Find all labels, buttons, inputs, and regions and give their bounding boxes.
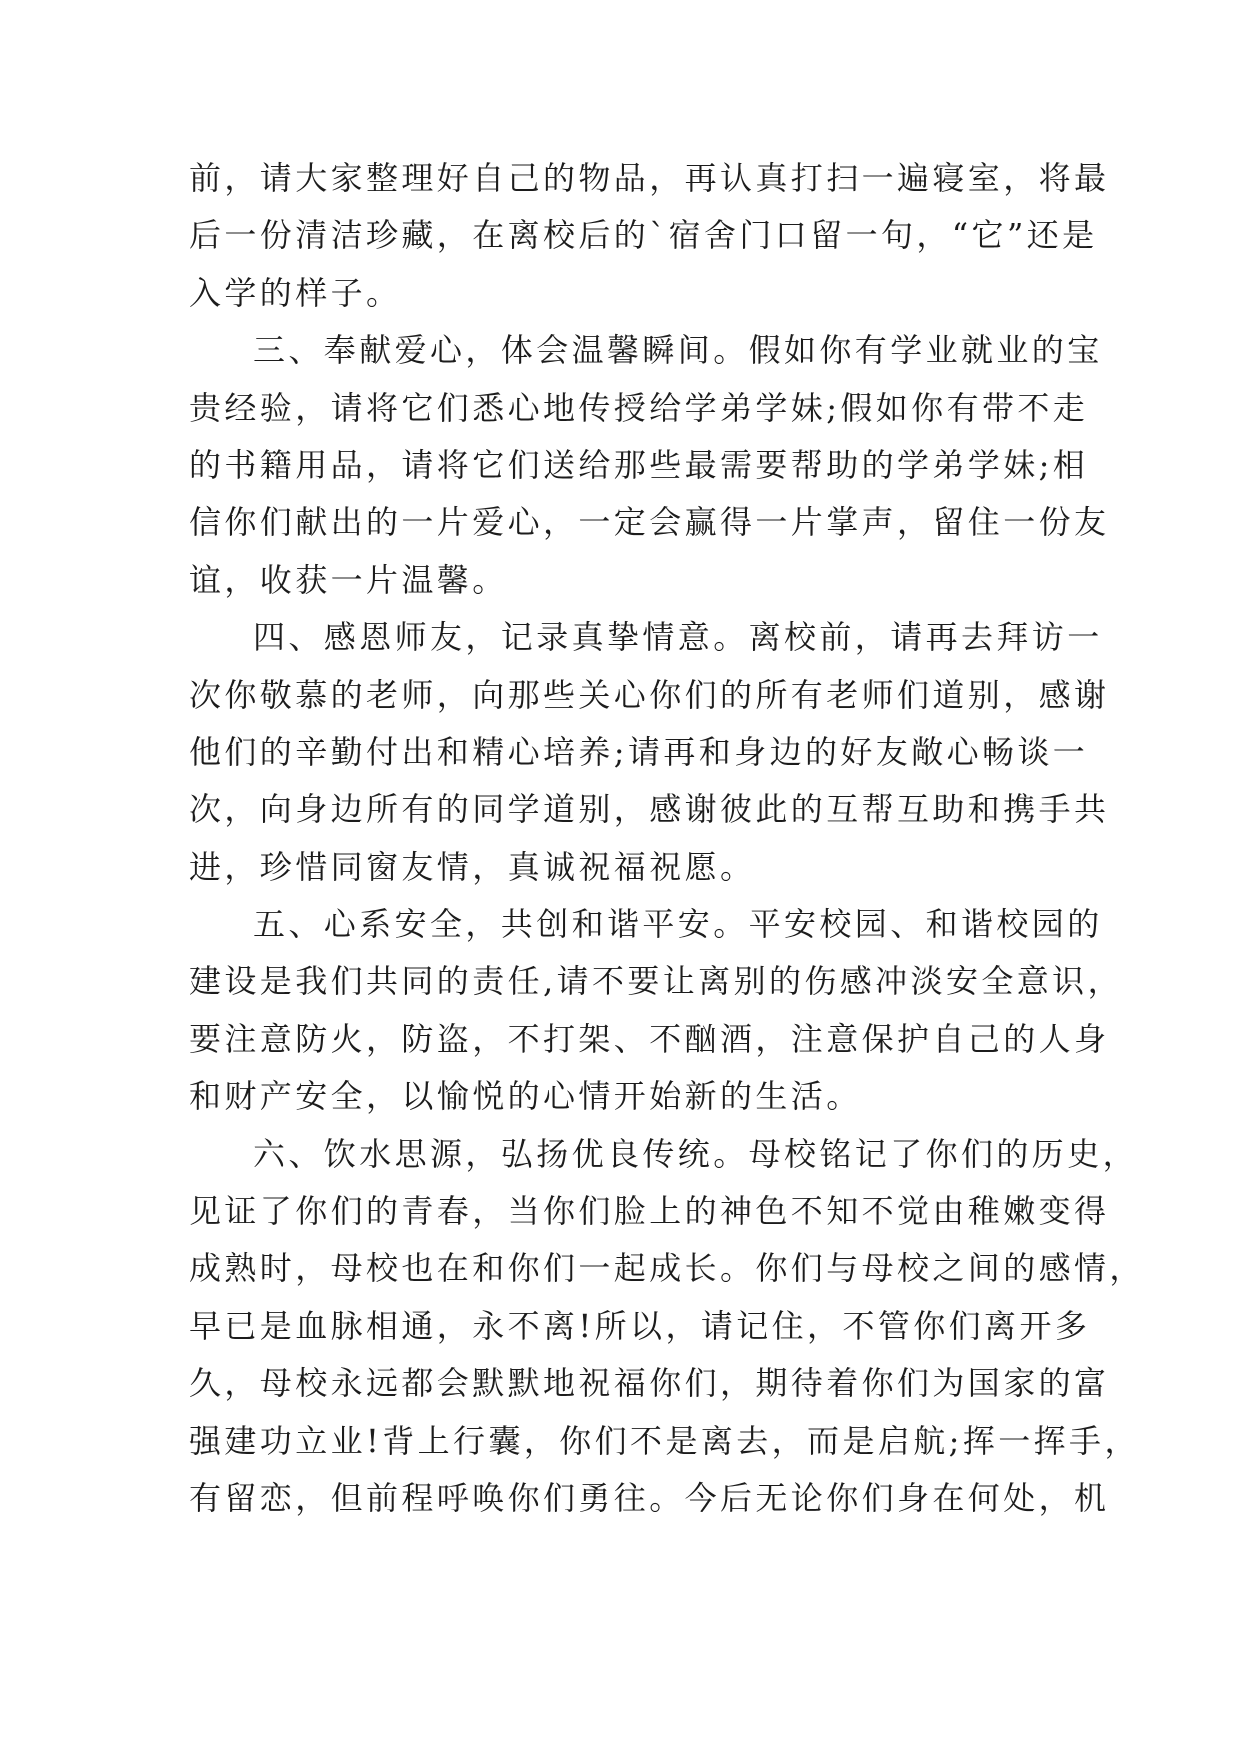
text-line: 的书籍用品，请将它们送给那些最需要帮助的学弟学妹;相 bbox=[189, 445, 1089, 484]
text-line: 次你敬慕的老师，向那些关心你们的所有老师们道别，感谢 bbox=[189, 675, 1110, 714]
text-line: 贵经验，请将它们悉心地传授给学弟学妹;假如你有带不走 bbox=[189, 388, 1089, 427]
document-body bbox=[189, 150, 1145, 1527]
text-line: 早已是血脉相通，永不离!所以，请记住，不管你们离开多 bbox=[189, 1306, 1091, 1345]
text-line: 次，向身边所有的同学道别，感谢彼此的互帮互助和携手共 bbox=[189, 790, 1110, 829]
text-line: 前，请大家整理好自己的物品，再认真打扫一遍寝室，将最 bbox=[189, 159, 1110, 197]
text-line: 入学的样子。 bbox=[189, 273, 402, 312]
text-line: 信你们献出的一片爱心，一定会赢得一片掌声，留住一份友 bbox=[189, 503, 1110, 542]
text-line: 建设是我们共同的责任,请不要让离别的伤感冲淡安全意识， bbox=[189, 962, 1123, 1001]
paragraph-start-line: 三、奉献爱心，体会温馨瞬间。假如你有学业就业的宝 bbox=[253, 331, 1103, 370]
text-line: 有留恋，但前程呼唤你们勇往。今后无论你们身在何处，机 bbox=[189, 1478, 1110, 1517]
text-line: 成熟时，母校也在和你们一起成长。你们与母校之间的感情， bbox=[189, 1249, 1145, 1288]
text-line: 后一份清洁珍藏，在离校后的`宿舍门口留一句，“它”还是 bbox=[189, 216, 1098, 255]
paragraph-start-line: 五、心系安全，共创和谐平安。平安校园、和谐校园的 bbox=[253, 905, 1103, 944]
text-line: 谊，收获一片温馨。 bbox=[189, 560, 508, 599]
text-line: 久，母校永远都会默默地祝福你们，期待着你们为国家的富 bbox=[189, 1364, 1110, 1403]
paragraph-start-line: 四、感恩师友，记录真挚情意。离校前，请再去拜访一 bbox=[253, 618, 1103, 657]
text-line: 进，珍惜同窗友情，真诚祝福祝愿。 bbox=[189, 847, 756, 886]
paragraph-start-line: 六、饮水思源，弘扬优良传统。母校铭记了你们的历史， bbox=[253, 1134, 1139, 1173]
text-line: 见证了你们的青春，当你们脸上的神色不知不觉由稚嫩变得 bbox=[189, 1192, 1110, 1231]
text-line: 他们的辛勤付出和精心培养;请再和身边的好友敞心畅谈一 bbox=[189, 732, 1089, 771]
text-line: 强建功立业!背上行囊，你们不是离去，而是启航;挥一挥手， bbox=[189, 1421, 1140, 1460]
text-line: 要注意防火，防盗，不打架、不酗酒，注意保护自己的人身 bbox=[189, 1019, 1110, 1058]
text-line: 和财产安全，以愉悦的心情开始新的生活。 bbox=[189, 1077, 862, 1116]
